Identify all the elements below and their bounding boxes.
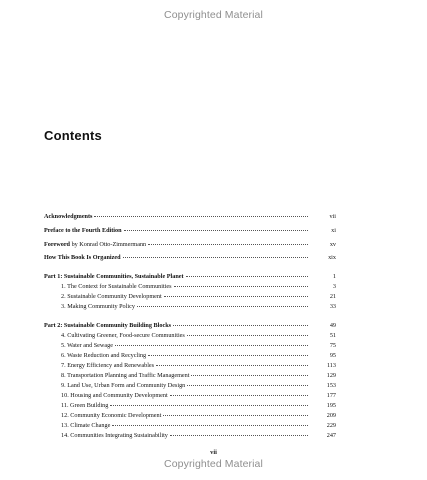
toc-entry-label: 9. Land Use, Urban Form and Community Design <box>61 382 186 389</box>
toc-entry-label: 4. Cultivating Greener, Food-secure Communities <box>61 332 185 339</box>
toc-entry-label: How This Book Is Organized <box>44 254 121 261</box>
toc-page-number: 113 <box>326 362 336 369</box>
toc-page-number: 75 <box>329 342 336 349</box>
dot-leader <box>148 243 308 245</box>
dot-leader <box>148 354 308 356</box>
dot-leader <box>110 404 308 406</box>
dot-leader <box>123 256 308 258</box>
toc-entry-label: 1. The Context for Sustainable Communities <box>61 283 172 290</box>
toc-chapter-5[interactable] <box>44 341 336 351</box>
dot-leader <box>170 394 308 396</box>
dot-leader <box>174 285 308 287</box>
toc-entry-label: 12. Community Economic Development <box>61 412 162 419</box>
toc-entry-label: 5. Water and Sewage <box>61 342 113 349</box>
toc-chapter-12[interactable] <box>44 411 336 421</box>
toc-page-number: 195 <box>326 402 336 409</box>
toc-entry-label: 8. Transportation Planning and Traffic Management <box>61 372 190 379</box>
toc-chapter-10[interactable] <box>44 391 336 401</box>
toc-entry-label: 3. Making Community Policy <box>61 303 135 310</box>
dot-leader <box>156 364 308 366</box>
toc-entry-how-organized[interactable] <box>44 253 336 263</box>
toc-chapter-7[interactable] <box>44 361 336 371</box>
toc-page-number: 51 <box>329 332 336 339</box>
dot-leader <box>112 424 308 426</box>
toc-chapter-14[interactable] <box>44 431 336 441</box>
toc-part-2[interactable] <box>44 321 336 331</box>
toc-entry-foreword[interactable] <box>44 240 336 250</box>
toc-entry-label: 14. Communities Integrating Sustainability <box>61 432 168 439</box>
toc-page-number: 95 <box>329 352 336 359</box>
toc-page-number: xi <box>331 227 336 234</box>
toc-part-title: Part 2: Sustainable Community Building Blocks <box>44 322 172 329</box>
toc-page-number: xv <box>329 241 336 248</box>
toc-page-number: 229 <box>326 422 336 429</box>
toc-chapter-9[interactable] <box>44 381 336 391</box>
toc-entry-preface[interactable] <box>44 226 336 236</box>
copyright-watermark-bottom: Copyrighted Material <box>164 458 263 470</box>
dot-leader <box>187 384 308 386</box>
toc-chapter-4[interactable] <box>44 331 336 341</box>
toc-page-number: 3 <box>332 283 336 290</box>
toc-part-title: Part 1: Sustainable Communities, Sustainable Planet <box>44 273 184 280</box>
toc-page-number: 49 <box>329 322 336 329</box>
dot-leader <box>163 414 308 416</box>
toc-chapter-11[interactable] <box>44 401 336 411</box>
dot-leader <box>173 324 308 326</box>
toc-chapter-6[interactable] <box>44 351 336 361</box>
toc-entry-label: 11. Green Building <box>61 402 109 409</box>
dot-leader <box>124 229 308 231</box>
toc-entry-label: Acknowledgments <box>44 213 93 220</box>
toc-chapter-2[interactable] <box>44 292 336 302</box>
toc-page-number: 209 <box>326 412 336 419</box>
toc-entry-label: 13. Climate Change <box>61 422 111 429</box>
toc-page-number: 153 <box>326 382 336 389</box>
toc-part-1[interactable] <box>44 272 336 282</box>
dot-leader <box>137 305 308 307</box>
toc-page-number: xix <box>328 254 336 261</box>
copyright-watermark-top: Copyrighted Material <box>164 9 263 21</box>
toc-page-number: 129 <box>326 372 336 379</box>
dot-leader <box>191 374 308 376</box>
dot-leader <box>187 334 308 336</box>
dot-leader <box>186 275 308 277</box>
toc-entry-label: 2. Sustainable Community Development <box>61 293 162 300</box>
toc-entry-label: Preface to the Fourth Edition <box>44 227 122 234</box>
dot-leader <box>164 295 308 297</box>
toc-page-number: 33 <box>329 303 336 310</box>
foreword-author: by Konrad Otto-Zimmermann <box>70 241 147 248</box>
contents-heading: Contents <box>44 128 102 143</box>
toc-chapter-8[interactable] <box>44 371 336 381</box>
toc-chapter-1[interactable] <box>44 282 336 292</box>
toc-page-number: vii <box>329 213 336 220</box>
dot-leader <box>170 434 308 436</box>
page-folio: vii <box>210 449 217 456</box>
toc-chapter-3[interactable] <box>44 302 336 312</box>
toc-page-number: 177 <box>326 392 336 399</box>
toc-entry-acknowledgments[interactable] <box>44 212 336 222</box>
dot-leader <box>94 215 308 217</box>
toc-page-number: 21 <box>329 293 336 300</box>
toc-page-number: 1 <box>332 273 336 280</box>
toc-entry-label: 7. Energy Efficiency and Renewables <box>61 362 155 369</box>
toc-chapter-13[interactable] <box>44 421 336 431</box>
toc-entry-label: 10. Housing and Community Development <box>61 392 168 399</box>
foreword-bold-label: Foreword <box>44 241 71 248</box>
toc-page-number: 247 <box>326 432 336 439</box>
toc-entry-label <box>44 240 146 250</box>
toc-entry-label: 6. Waste Reduction and Recycling <box>61 352 147 359</box>
dot-leader <box>115 344 308 346</box>
